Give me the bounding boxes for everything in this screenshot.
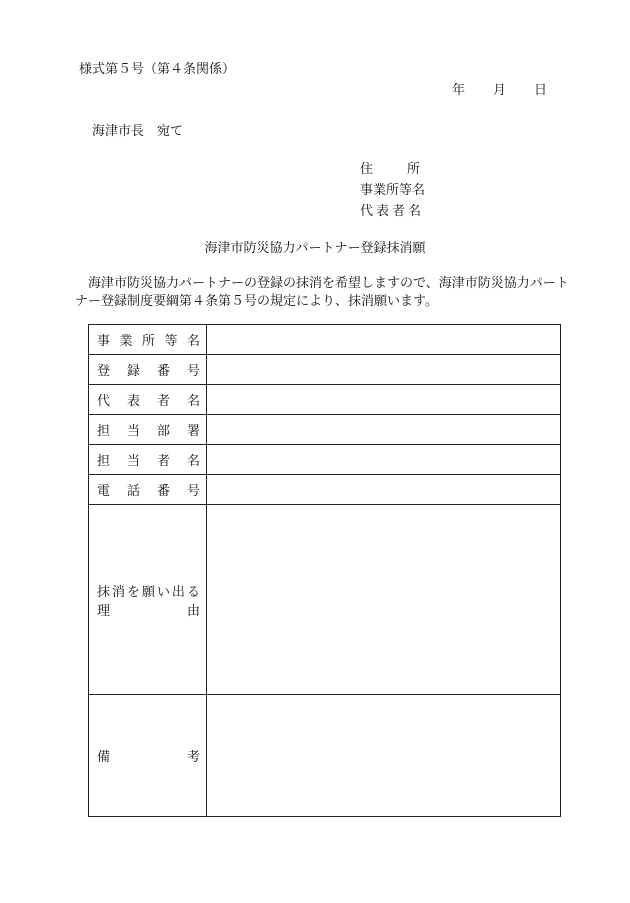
addressee: 海津市長 宛て bbox=[92, 124, 184, 139]
applicant-office-label: 事業所等名 bbox=[360, 183, 426, 198]
label-char: 番 bbox=[156, 364, 170, 379]
remarks-label bbox=[89, 746, 206, 765]
table-row bbox=[89, 325, 561, 355]
label-char: 話 bbox=[126, 484, 140, 499]
label-char: を bbox=[126, 584, 140, 600]
table-row-label bbox=[89, 330, 206, 349]
label-char: 当 bbox=[126, 454, 140, 469]
date-month: 月 bbox=[493, 83, 507, 98]
table-row bbox=[89, 355, 561, 385]
label-char: 号 bbox=[186, 484, 200, 499]
label-char: 部 bbox=[156, 424, 170, 439]
applicant-address-label: 住所 bbox=[360, 162, 455, 177]
label-char: 名 bbox=[186, 334, 200, 349]
form-rows bbox=[89, 325, 561, 505]
applicant-representative-label: 代表者名 bbox=[360, 204, 425, 219]
form-number: 様式第５号（第４条関係） bbox=[79, 62, 236, 77]
remarks-label-kou: 考 bbox=[186, 750, 200, 765]
table-row-label bbox=[89, 390, 206, 409]
label-char: 等 bbox=[164, 334, 178, 349]
applicant-block bbox=[360, 162, 454, 225]
table-row bbox=[89, 475, 561, 505]
remarks-label-bi: 備 bbox=[97, 750, 111, 765]
table-row-label-cell bbox=[89, 475, 207, 505]
label-char: 業 bbox=[119, 334, 133, 349]
label-char: 者 bbox=[156, 454, 170, 469]
reason-field[interactable] bbox=[207, 505, 561, 695]
label-char: 署 bbox=[186, 424, 200, 439]
table-row-label-cell bbox=[89, 355, 207, 385]
table-row-field[interactable] bbox=[207, 385, 561, 415]
table-row-field[interactable] bbox=[207, 445, 561, 475]
label-char: 消 bbox=[111, 584, 125, 600]
table-row-field[interactable] bbox=[207, 475, 561, 505]
label-char: 録 bbox=[126, 364, 140, 379]
label-char: 者 bbox=[156, 394, 170, 409]
table-row-field[interactable] bbox=[207, 325, 561, 355]
table-row-label-cell bbox=[89, 415, 207, 445]
table-row-field[interactable] bbox=[207, 355, 561, 385]
label-char: 名 bbox=[186, 394, 200, 409]
label-char: 事 bbox=[97, 334, 111, 349]
label-char: 当 bbox=[126, 424, 140, 439]
date-year: 年 bbox=[452, 83, 466, 98]
table-row-label-cell bbox=[89, 325, 207, 355]
label-char: 願 bbox=[141, 584, 155, 600]
label-char: 名 bbox=[186, 454, 200, 469]
label-char: 番 bbox=[156, 484, 170, 499]
table-row-label-cell bbox=[89, 445, 207, 475]
reason-label-line1 bbox=[97, 581, 200, 600]
table-row-label-cell bbox=[89, 385, 207, 415]
label-char: 所 bbox=[141, 334, 155, 349]
reason-label-line2 bbox=[97, 600, 200, 619]
table-row bbox=[89, 445, 561, 475]
date-line bbox=[452, 83, 547, 99]
label-char: 登 bbox=[97, 364, 111, 379]
table-row-label bbox=[89, 360, 206, 379]
reason-label-yu: 由 bbox=[186, 603, 200, 619]
label-char: 号 bbox=[186, 364, 200, 379]
label-char: 出 bbox=[171, 584, 185, 600]
label-char: 担 bbox=[97, 454, 111, 469]
remarks-label-cell bbox=[89, 695, 207, 817]
remarks-row bbox=[89, 695, 561, 817]
label-char: 代 bbox=[97, 394, 111, 409]
reason-label bbox=[89, 581, 206, 619]
label-char: 電 bbox=[97, 484, 111, 499]
table-row-field[interactable] bbox=[207, 415, 561, 445]
label-char: 抹 bbox=[97, 584, 111, 600]
label-char: る bbox=[186, 584, 200, 600]
label-char: 担 bbox=[97, 424, 111, 439]
document-title: 海津市防災協力パートナー登録抹消願 bbox=[204, 241, 426, 256]
table-row bbox=[89, 385, 561, 415]
table-row-label bbox=[89, 450, 206, 469]
label-char: 表 bbox=[126, 394, 140, 409]
remarks-field[interactable] bbox=[207, 695, 561, 817]
form-table bbox=[88, 324, 561, 817]
label-char: い bbox=[156, 584, 170, 600]
date-day: 日 bbox=[534, 83, 548, 98]
reason-label-ri: 理 bbox=[97, 603, 111, 619]
body-text: 海津市防災協力パートナーの登録の抹消を希望しますので、海津市防災協力パートナー登録制度要綱第４条第５号の規定により、抹消願います。 bbox=[75, 276, 569, 309]
table-row bbox=[89, 415, 561, 445]
table-row-label bbox=[89, 480, 206, 499]
reason-row bbox=[89, 505, 561, 695]
reason-label-cell bbox=[89, 505, 207, 695]
table-row-label bbox=[89, 420, 206, 439]
